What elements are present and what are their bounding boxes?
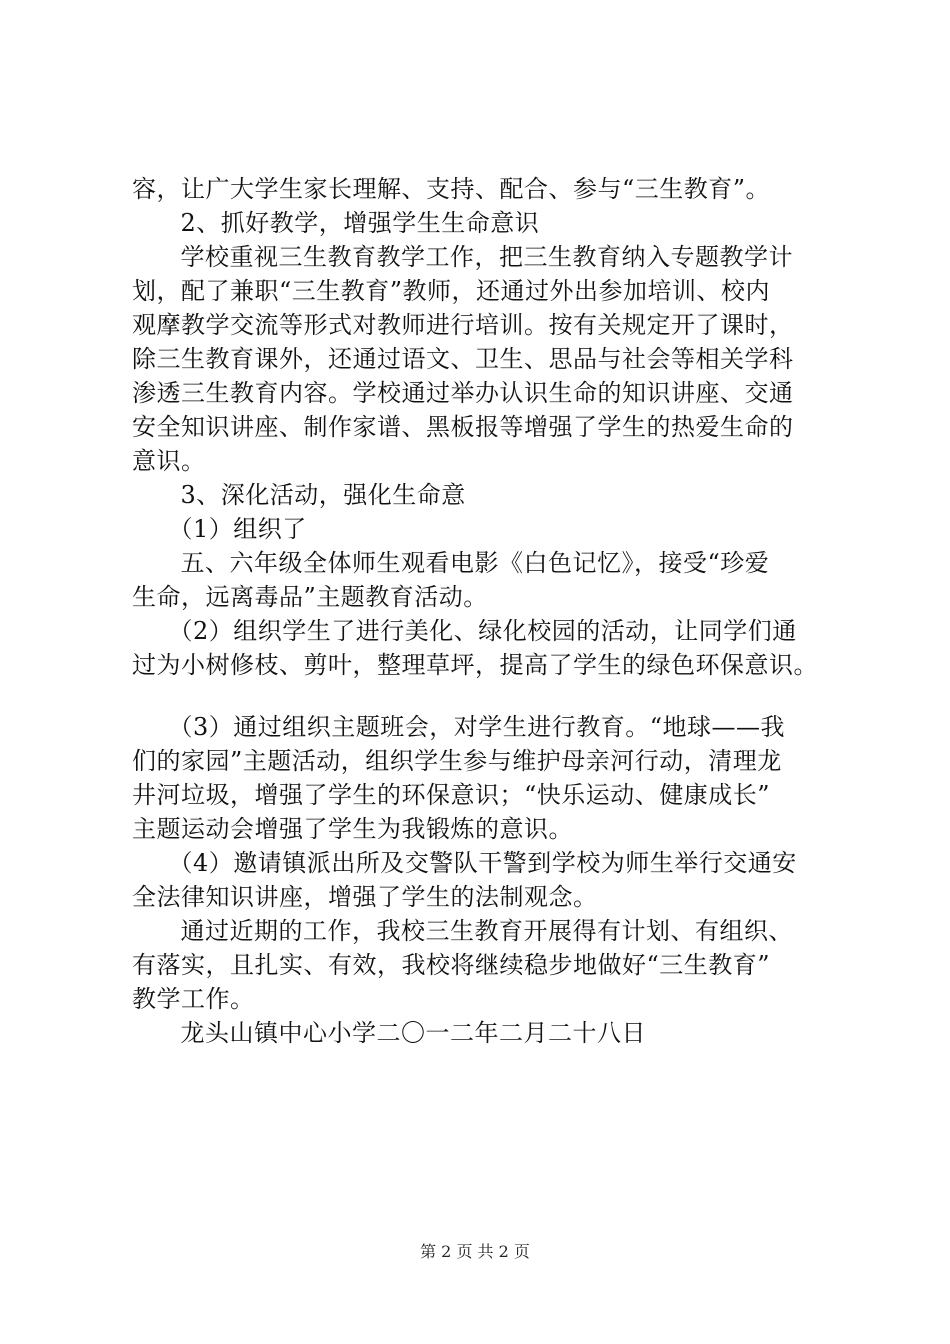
text-line: 全法律知识讲座，增强了学生的法制观念。 (132, 883, 598, 911)
text-line: 通过近期的工作，我校三生教育开展得有计划、有组织、 (156, 917, 793, 945)
text-line: 观摩教学交流等形式对教师进行培训。按有关规定开了课时， (132, 311, 794, 339)
text-line: 容，让广大学生家长理解、支持、配合、参与“三生教育”。 (132, 175, 771, 203)
text-line: 除三生教育课外，还通过语文、卫生、思品与社会等相关学科 (132, 345, 794, 373)
text-line: 们的家园”主题活动，组织学生参与维护母亲河行动，清理龙 (132, 747, 782, 775)
text-line: 渗透三生教育内容。学校通过举办认识生命的知识讲座、交通 (132, 379, 794, 407)
text-line: 安全知识讲座、制作家谱、黑板报等增强了学生的热爱生命的 (132, 413, 794, 441)
text-line: （1）组织了 (156, 515, 307, 543)
page-number: 第 2 页 共 2 页 (420, 1242, 530, 1261)
section-heading: 3、深化活动，强化生命意 (156, 481, 466, 509)
text-line: （2）组织学生了进行美化、绿化校园的活动，让同学们通 (156, 617, 797, 645)
section-heading: 2、抓好教学，增强学生生命意识 (156, 209, 540, 237)
text-line: 井河垃圾，增强了学生的环保意识；“快乐运动、健康成长” (132, 781, 771, 809)
document-body (132, 172, 838, 1050)
text-line: 有落实，且扎实、有效，我校将继续稳步地做好“三生教育” (132, 951, 771, 979)
signature-date-line: 龙头山镇中心小学二〇一二年二月二十八日 (156, 1019, 646, 1047)
page-footer (0, 1240, 950, 1264)
text-line: （3）通过组织主题班会，对学生进行教育。“地球——我 (156, 713, 786, 741)
text-line: 五、六年级全体师生观看电影《白色记忆》，接受“珍爱 (156, 549, 770, 577)
text-line: 主题运动会增强了学生为我锻炼的意识。 (132, 815, 573, 843)
text-line: 过为小树修枝、剪叶，整理草坪，提高了学生的绿色环保意识。 (132, 651, 818, 679)
text-line: 划，配了兼职“三生教育”教师，还通过外出参加培训、校内 (132, 277, 771, 305)
text-line: （4）邀请镇派出所及交警队干警到学校为师生举行交通安 (156, 849, 797, 877)
text-line: 教学工作。 (132, 985, 255, 1013)
text-line: 学校重视三生教育教学工作，把三生教育纳入专题教学计 (156, 243, 793, 271)
text-line: 生命，远离毒品”主题教育活动。 (132, 583, 488, 611)
paragraph-gap (132, 682, 838, 710)
text-line: 意识。 (132, 447, 206, 475)
